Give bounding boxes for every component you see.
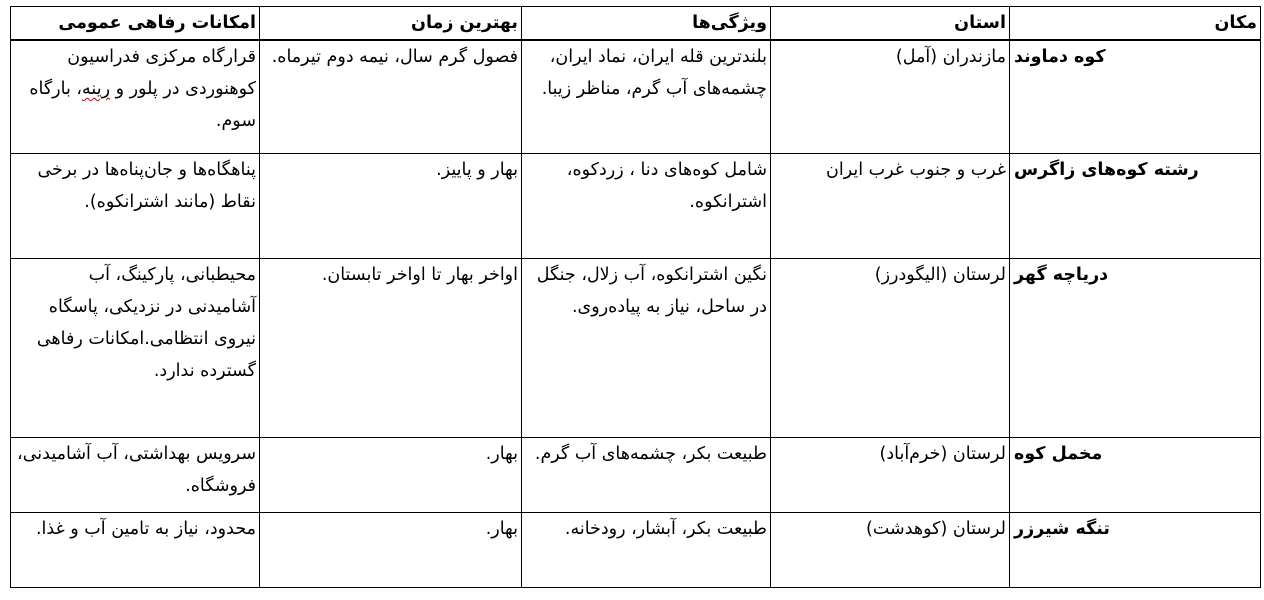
cell-place (1010, 513, 1261, 588)
facilities-text-start: قرارگاه مرکزی فدراسیون کوهنوردی در پلور و (67, 47, 256, 99)
facilities-text-end: ، بارگاه سوم. (29, 79, 256, 131)
cell-features: نگین اشترانکوه، آب زلال، جنگل در ساحل، نیاز به پیاده‌روی. (522, 259, 771, 438)
cell-place (1010, 259, 1261, 438)
cell-features: شامل کوه‌های دنا ، زردکوه، اشترانکوه. (522, 154, 771, 259)
place-name: رشته کوه‌های زاگرس (1014, 160, 1199, 180)
cell-facilities: محدود، نیاز به تامین آب و غذا. (11, 513, 260, 588)
cell-place (1010, 154, 1261, 259)
cell-best-time: بهار. (260, 513, 522, 588)
cell-facilities: محیطبانی، پارکینگ، آب آشامیدنی در نزدیکی، پاسگاه نیروی انتظامی.امکانات رفاهی گسترده ندارد. (11, 259, 260, 438)
cell-province: لرستان (کوهدشت) (771, 513, 1010, 588)
place-name: تنگه شیرزر (1014, 519, 1110, 539)
cell-facilities: پناهگاه‌ها و جان‌پناه‌ها در برخی نقاط (مانند اشترانکوه). (11, 154, 260, 259)
place-name: مخمل کوه (1014, 444, 1103, 464)
cell-province: لرستان (خرم‌آباد) (771, 438, 1010, 513)
spellcheck-flagged-word: رینه (82, 79, 111, 99)
cell-best-time: بهار و پاییز. (260, 154, 522, 259)
cell-facilities (11, 40, 260, 154)
place-name: کوه دماوند (1014, 47, 1106, 67)
cell-facilities: سرویس بهداشتی، آب آشامیدنی، فروشگاه. (11, 438, 260, 513)
header-place: مکان (1010, 7, 1261, 41)
cell-province: غرب و جنوب غرب ایران (771, 154, 1010, 259)
header-province: استان (771, 7, 1010, 41)
cell-best-time: اواخر بهار تا اواخر تابستان. (260, 259, 522, 438)
cell-features: طبیعت بکر، آبشار، رودخانه. (522, 513, 771, 588)
cell-province: لرستان (الیگودرز) (771, 259, 1010, 438)
table-row (11, 259, 1261, 438)
destinations-table (10, 6, 1261, 588)
place-name: دریاچه گهر (1014, 265, 1109, 285)
cell-place (1010, 438, 1261, 513)
header-row (11, 7, 1261, 41)
header-facilities: امکانات رفاهی عمومی (11, 7, 260, 41)
table-row (11, 40, 1261, 154)
document-page (10, 6, 1260, 588)
table-row (11, 154, 1261, 259)
header-best-time: بهترین زمان (260, 7, 522, 41)
cell-best-time: فصول گرم سال، نیمه دوم تیرماه. (260, 40, 522, 154)
table-row (11, 513, 1261, 588)
table-row (11, 438, 1261, 513)
header-features: ویژگی‌ها (522, 7, 771, 41)
cell-province: مازندران (آمل) (771, 40, 1010, 154)
cell-best-time: بهار. (260, 438, 522, 513)
cell-features: طبیعت بکر، چشمه‌های آب گرم. (522, 438, 771, 513)
cell-features: بلندترین قله ایران، نماد ایران، چشمه‌های آب گرم، مناظر زیبا. (522, 40, 771, 154)
cell-place (1010, 40, 1261, 154)
